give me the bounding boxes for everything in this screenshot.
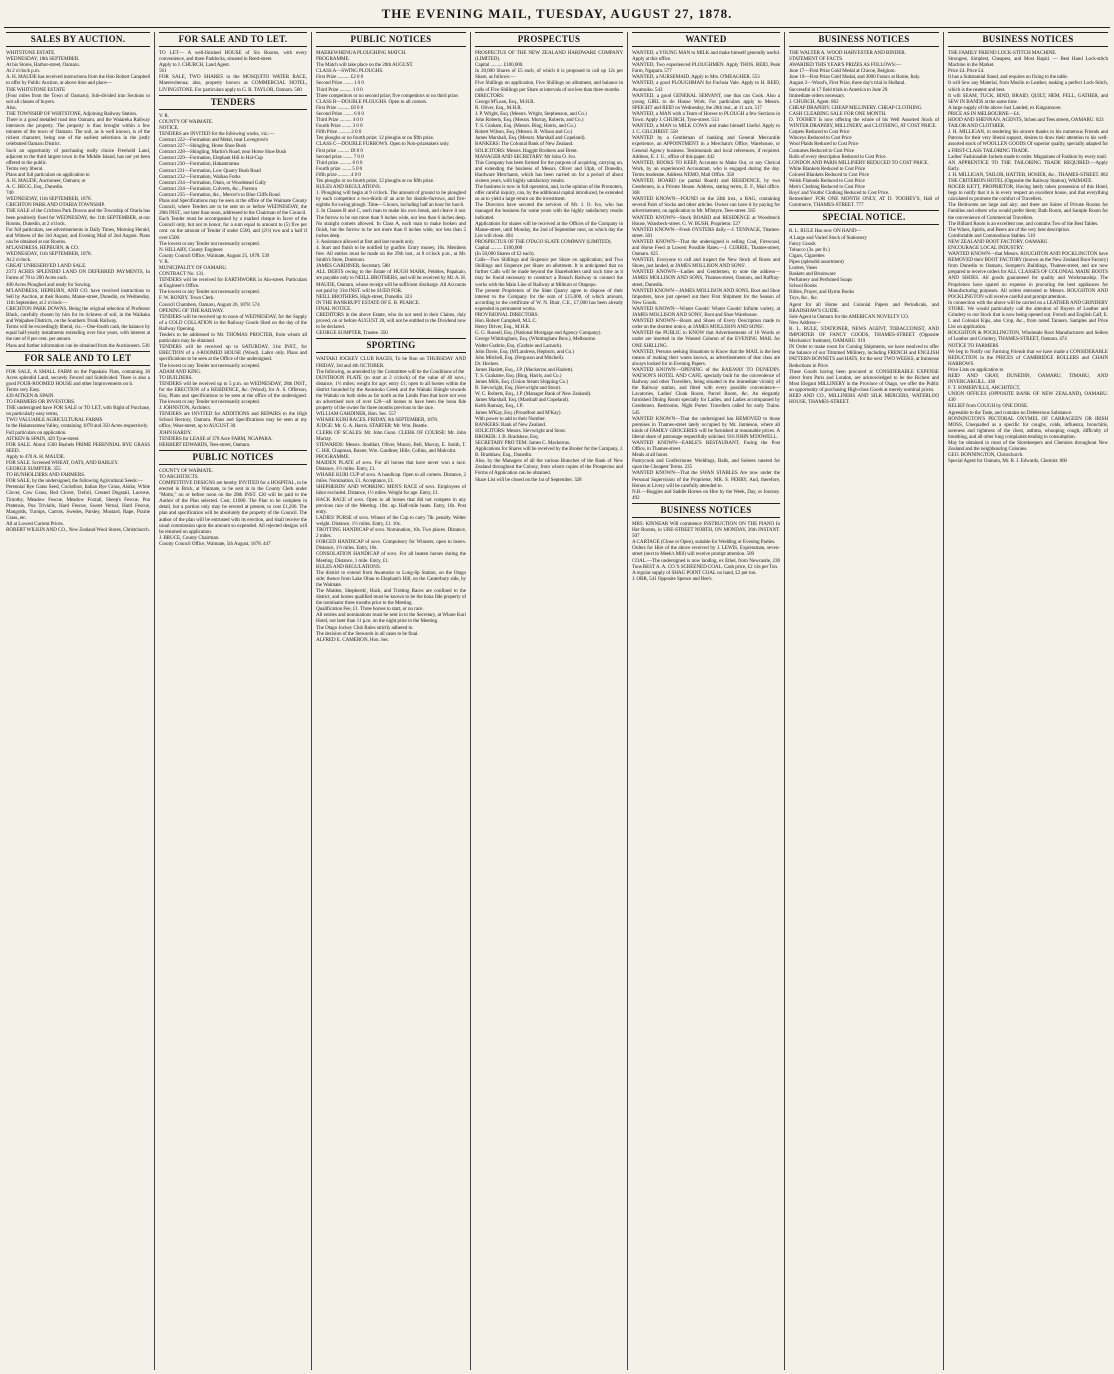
masthead: THE EVENING MAIL, TUESDAY, AUGUST 27, 1878. [381, 6, 733, 21]
column-1 [6, 32, 150, 1370]
masthead-rule [4, 27, 1110, 28]
column-7-heading: BUSINESS NOTICES [948, 32, 1108, 47]
column-6-heading-2: SPECIAL NOTICE. [789, 210, 939, 225]
column-1-heading: SALES BY AUCTION. [6, 32, 150, 47]
column-5-text: WANTED, a YOUNG MAN to MILK and make himself generally useful. Apply at this office. WANTED, Two experienced PLOUGHMEN. Apply THOS. REID, Peak Farm, Ngapara. 577 WANTED, a NURSEMAID. Apply to Mrs. O'MEAGHER. 553 WANTED, a good PLOUGHMAN for Fuchsia Vale. Apply to H. REID, Awamoko. 543 WANTED, a good GENERAL SERVANT, one that can Cook. Also a young GIRL to do House Work. For particulars apply to Messrs. SPEIGHT and REID on Wednesday, the 28th inst., at 11 a.m. 517 WANTED, a MAN with a Team of Horses to PLOUGH a few Sections in Town. Apply J. CHURCH, Tyne-street. 513 WANTED, a MAN to MILK COWS and make himself Useful. Apply to J. C. GILCHRIST. 558 WANTED by a Gentleman of banking and General Mercantile experience, an APPOINTMENT in a Merchant's Office, Warehouse, or General Agency business. Testimonials and local references, if required. Address, E. J. U., office of this paper. 442 WANTED, BOOKS TO KEEP, Accounts to Make Out, or any Clerical Work, by an experienced Accountant, who is engaged during the day. Terms moderate. Address NEMO, Mail Office. 358 WANTED, BOARD (or partial Board) and RESIDENCE, by two Gentlemen, in a Private House. Address, stating terms, E. F., Mail office. 368 WANTED KNOWN—FOUND on the 24th inst., a BAG, containing several Pairs of Socks and other articles. Owner can have it by paying for advertisement, on application to Mr. M'Intyre, Tees-street. 565 WANTED KNOWN—Stock BOARD and RESIDENCE at Woodstock House, Wansbeck-street. G. W. BUSH, Proprietor. 527 WANTED KNOWN—Fresh OYSTERS daily.—J. TENNAGE, Thames-street. 501 WANTED KNOWN—That the undersigned is selling Coal, Firewood, and Horse Feed at Lowest Possible Rates.—J. CURRIE, Thames-street, Oamaru. 625 WANTED, Everyone to call and inspect the New Stock of Boots and Shoes, just landed, at JAMES MOLLISON AND SONS'. WANTED KNOWN—Ladies and Gentlemen, to note the address—JAMES MOLLISON AND SONS, Thames-street, Oamaru, and Raffray-street, Dunedin. WANTED KNOWN—JAMES MOLLISON AND SONS, Boot and Shoe Importers, have just opened out their First Shipment for the Season of New Goods. WANTED KNOWN—Winter Goods! Winter Goods! Infinite variety, at JAMES MOLLISON AND SONS', Boot and Shoe Warehouse. WANTED KNOWN—Boots and Shoes of Every Description made to order on the shortest notice, at JAMES MOLLISON AND SONS'. WANTED the PUBLIC to KNOW that Advertisements of 16 Words or under are inserted in the Wanted Column of the EVENING MAIL for ONE SHILLING. WANTED, Persons seeking Situations to Know that the MAIL is the best means of making their wants known, as advertisements of that class are always looked for in Evening Papers. WANTED KNOWN—OPENING of the RAILWAY TO DUNEDIN. WATSON'S HOTEL AND CAFE, specially built for the convenience of Railway and other Travellers, being situated in the immediate vicinity of the Railway station, and fitted with every possible convenience—Lavatories, Ladies' Cloak Room, Parcel Room, &c. An elegantly furnished Dining Room specially for Ladies, and Ladies accompanied by Gentlemen. Bedrooms. Night Porter. Travellers called for early Trains. 545 WANTED KNOWN—That the undersigned has REMOVED to those premises in Thames-street lately occupied by Mr. Jamieson, where all kinds of FAMILY GROCERIES will be furnished at reasonable prices. A liberal share of patronage respectfully solicited. 916 JOHN M'DOWELL. WANTED KNOWN—EARLE'S RESTAURANT, Facing the Post Office, in Thames-street. Meals at all hours. Pastrycook and Confectioner. Weddings, Balls, and Soirees catered for upon the Cheapest Terms. 235 WANTED KNOWN—That the SWAN STABLES Are now under the Personal Supervision of the Proprietor, MR. S. PERRY, And, therefore, Horses at Livery will be carefully attended to. N.B.—Buggies and Saddle Horses on Hire by the Week, Day, or Journey. 492 [632, 50, 780, 501]
column-2-text: TO LET— A well-finished HOUSE of Six Rooms, with every convenience, and three Paddocks, situated in Reed-street. Apply to J. CHURCH, Land Agent. 561 FOR SALE, TWO SHARES in the MOSQUITO WATER RACE, Maerewhenua; also, property known as COMMERCIAL HOTEL, LIVINGSTONE. For particulars apply to G. R. TAYLOR, Oamaru. 560 [159, 50, 307, 93]
column-2-heading-3: PUBLIC NOTICES [159, 450, 307, 465]
column-6-heading: BUSINESS NOTICES [789, 32, 939, 47]
column-4-text: PROSPECTUS OF THE NEW ZEALAND HARDWARE COMPANY (LIMITED). Capital .......... £100,000. In 20,000 Shares of £5 each, of which it is proposed to call up 12s per Share, as follows:— Five Shillings on application, Five Shillings on allotment, and balance in calls of Five Shillings per Share at intervals of not less than three months. DIRECTORS: George M'Lean, Esq., M.H.R. R. Oliver, Esq., M.H.R. J. P. Wright, Esq. (Messrs. Wright, Stephenson, and Co.) John Roberts, Esq. (Messrs. Murray, Roberts, and Co.) T. S. Graham, Esq. (Messrs. Bing, Harris, and Co.) Robert Wilson, Esq. (Messrs. R. Wilson and Co.) James Marshall, Esq. (Messrs. Marshall and Copeland). BANKERS: The Colonial Bank of New Zealand. SOLICITORS: Messrs. Haggitt Brothers and Brent. MANAGER AND SECRETARY: Mr John O. Ivo. This Company has been formed for the purpose of acquiring, carrying on, and extending the business of Messrs. Oliver and Ulph, of Dunedin, Hardware Merchants, which has been carried on for a period of about sixteen years, with highly satisfactory results. The business is now in full operation, and, in the opinion of the Promoters, offer careful inquiry, can, by the additional capital introduced, be extended so as to yield a large return on the investment. The Directors have secured the services of Mr. J. O. Ivo, who has managed the business for some years with the highly satisfactory results indicated. Applications for shares will be received at the Offices of the Company in Manse-street, until Monday, the 2nd of September next, on which day the List will close. 494 PROSPECTUS OF THE OTAGO SLATE COMPANY (LIMITED). Capital .......... £100,000 (In 50,000 Shares of £2 each). Calls—Two Shillings and Sixpence per Share on application; and Two Shillings and Sixpence per Share on allotment. It is anticipated that no further Calls will be made beyond the Shareholders until such time as it may be found necessary to construct a Branch Railway to connect the works with the Main Line of Railway at Milburn or Otapopo. The present Proprietors of the Slate Quarry agree to dispose of their interest to the Company for the sum of £15,000, of which amount, according to the certificate of W. N. Blair, C.E., £7,000 has been already expended in permanent works. PROVISIONAL DIRECTORS: Hon. Robert Campbell, M.L.C. Henry Driver, Esq., M.H.R. G. G. Russell, Esq. (National Mortgage and Agency Company). George Whittingham, Esq. (Whittingham Bros.), Melbourne. Walter Guthrie, Esq. (Guthrie and Larnach). John Davie, Esq. (M'Landress, Hepburn, and Co.) John Mitchell, Esq. (Ferguson and Mitchell). Dr. Hocken. James Hazlett, Esq., J.P. (Mackerras and Hazlett). T. S. Grahame, Esq. (Bing, Harris, and Co.) James Mills, Esq. (Union Steam Shipping Co.) B. Sievwright, Esq. (Sievwright and Stout). W. C. Roberts, Esq., J.P. (Manager Bank of New Zealand). James Marshall, Esq. (Marshall and Copeland). Keith Ramsay, Esq., J.P. James M'Kay, Esq. (Proudfoot and M'Kay). With power to add to their Number. BANKERS: Bank of New Zealand. SOLICITORS: Messrs. Sievwright and Stout. BROKER: J. B. Bradshaw, Esq. SECRETARY PRO TEM: James C. Mackerras. Applications for Shares will be received by the Broker for the Company, J. B. Bradshaw, Esq., Dunedin. Also, by the Managers of all the various Branches of the Bank of New Zealand throughout the Colony, from whom copies of the Prospectus and Forms of Application can be obtained. Share List will be closed on the 1st of September. 328 [475, 50, 623, 483]
column-rule-2 [311, 32, 312, 1370]
column-rule-6 [943, 32, 944, 1370]
column-3-heading-2: SPORTING [316, 338, 466, 353]
column-rule-3 [470, 32, 471, 1370]
column-3 [316, 32, 466, 1370]
column-5-text-2: MRS. KINNEAR Will commence INSTRUCTION ON THE PIANO In Her Rooms, in URE-STREET NORTH, ON MONDAY, 26th INSTANT. 507 A CARTAGE (Close or Open), suitable for Wedding or Evening Parties. Orders for Hire of the above received by J. LEWIS, Expressman, seven-street (next to Meek's Mill) will receive prompt attention. 509 COAL.—The undersigned is now landing, ex Ethel, from Newcastle, 230 Tons BEST A. A. CO.'S SCREENED COAL. Cash price, £2 14s per Ton. A regular supply of SHAG POINT COAL on hand, £2 per ton. J. ORR, 541 Opposite Spence and Bee's. [632, 520, 780, 582]
column-6-text: THE WALTER A. WOOD HARVESTER AND BINDER. STATEMENT OF FACTS. AWARDED THIS YEAR'S PRIZES AS FOLLOWS:— June 17—First Prize Gold Medal at Chicoe, Belgium. June 19—First Prize Gold Medal, and 3000 Francs at Rome, Italy. August 2—Wood's, First Prize, three day's trial in Holland. Successful in 17 field trials in America to June 29. Immediate orders necessary. J. CHURCH, Agent. 862 CHEAP DRAPERY. CHEAP MILLINERY. CHEAP CLOTHING. CASH CLEARING SALE FOR ONE MONTH. D. TOOHEY Is now offering the whole of his Well Assorted Stock of WINTER DRAPERY, MILLINERY, and CLOTHING, AT COST PRICE. Carpets Reduced to Cost Price Winceys Reduced to Cost Price Wool Plaids Reduced to Cost Price Costumes Reduced to Cost Price Rolls of every description Reduced to Cost Price. LONDON AND PARIS MILLINERY REDUCED TO COST PRICE. White Blankets Reduced to Cost Price Colored Blankets Reduced to Cost Price Welsh Flannels Reduced to Cost Price Men's Clothing Reduced to Cost Price Boys' and Youths' Clothing Reduced to Cost Price. Remember! FOR ONE MONTH ONLY, AT D. TOOHEY'S, Hall of Commerce, THAMES-STREET. 777 [789, 50, 939, 209]
column-3-heading: PUBLIC NOTICES [316, 32, 466, 47]
column-1-heading-2: FOR SALE AND TO LET [6, 351, 150, 366]
column-2-text-3: COUNTY OF WAIMATE. TO ARCHITECTS. COMPETITIVE DESIGNS are hereby INVITED for a HOSPITAL, to be erected in Brick, at Waimate, to be sent in to the County Clerk under "Motto," on or before noon on the 28th INST. £20 will be paid to the Author of the Plan selected. Cost, £1000. The Plan to be complete in detail, but a portion only may be erected at present, to cost £1,200. The plan and specification will be absolutely the property of the Council. The author of the plan will be entrusted with its erection, and shall receive the usual commission upon the amount so expended. All rejected designs will be returned on application. J. BRUCE, County Chairman. County Council Office, Waimate, 5th August, 1878. 447 [159, 467, 307, 547]
column-6 [789, 32, 939, 1370]
column-1-text: WHITSTONE ESTATE. WEDNESDAY, 18th SEPTEMBER. At his Stores, Harbor-street, Oamaru. At 2 o'clock p.m. A. H. MAUDE has received instructions from the Hon Robert Campbell to offer by Public Auction, at above time and place— THE WHITSTONE ESTATE (Four miles from the Town of Oamaru), Sub-divided into Sections to suit all classes of buyers. Also, THE TOWNSHIP OF WHITSTONE, Adjoining Railway Station. There is a good metalled road into Oamaru, and the Waiareka Railway intersects the property. The property is thus brought within a few minutes of the town of Oamaru. The soil, as is well known, is of the richest character, being one of the earliest selections in the justly celebrated Oamaru District. Such an opportunity of purchasing really choice Freehold Land, adjacent to the third largest town in the Middle Island, has not yet been offered to the public. Terms very liberal. Plans and full particulars on application to A. H. MAUDE, Auctioneer, Oamaru; or A. C. BEGG, Esq., Dunedin. 740 WEDNESDAY, 11th SEPTEMBER, 1878. CRICHTON PARK AND OTARIA TOWNSHIP. THE SALE of the Crichton Park Downs and the Township of Otaria has been positively fixed for WEDNESDAY, the 11th SEPTEMBER, at our Rooms, Dunedin, at 2 o'clock. For full particulars, see advertisements in Daily Times, Morning Herald, and Witness of the 3rd August, and Evening Mail of 2nd August. Plans can be obtained at our Rooms. M'LANDRESS, HEPBURN, & CO. WEDNESDAY, 11th SEPTEMBER, 1878. At 2 o'clock. GREAT UNRESERVED LAND SALE. 2373 ACRES SPLENDID LAND ON DEFERRED PAYMENTS, In Farms of 70 to 200 Acres each. 400 Acres Ploughed and ready for Sowing. M'LANDRESS, HEPBURN, AND CO. have received instructions to Sell by Auction, at their Rooms, Manse-street, Dunedin, on Wednesday, 11th September, at 2 o'clock— CRICHTON PARK DOWNS, Being the original selection of Professor Black, carefully chosen by him for its richness of soil, in the Waikaka and Waipahee Districts, on the Southern Trunk Railway. Terms will be exceedingly liberal, viz.—One-fourth cash, the balance by equal half-yearly instalments extending over four years, with interest at the rate of 8 per cent. per annum. Plans and further information can be obtained from the Auctioneers. 530 [6, 50, 150, 349]
column-2-text-2: V. R. COUNTY OF WAIMATE. NOTICE. TENDERS are INVITED for the following works, viz.:— Contract 222—Formation and Metal, near Lovegrove's Contract 227—Shingling, Horse Shoe Bush Contract 228—Shingling, Martin's Road, near Horse Shoe Bush Contract 229—Formation, Elephant Hill to Hal-Cup Contract 230—Formation, Hakateramea Contract 231—Formation, Low Quarry Bush Road Contract 232—Formation, Waihao Forks Contract 234—Formation, Otaio, or Woodstead Gully Contract 234—Formation, Culverts, &c., Pareora Contract 235—Formation, &c., Mercer's to Blue Cliffs Road. Plans and Specifications may be seen at the office of the Waimate County Council, where Tenders are to be sent on or before WEDNESDAY, the 28th INST., not later than noon, addressed to the Chairman of the Council. Each Tender must be accompanied by a marked cheque in favor of the Council only, but not to honor, for a sum equal to amount to (5) five per cent. on the amount of Tender if under £500, and (2½) two and a half if over £500. The lowest or any Tender not necessarily accepted. N. HILLARY, County Engineer. County Council Office, Waimate, August 25, 1878. 539 V. R. MUNICIPALITY OF OAMARU. CONTRACT No. 131. TENDERS will be received for EARTHWORK in Aln-street. Particulars at Engineer's Office. The lowest or any Tender not necessarily accepted. F. W. ROXBY, Town Clerk. Council Chambers, Oamaru, August 26, 1878. 574 OPENING OF THE RAILWAY. TENDERS will be received up to noon of WEDNESDAY, for the Supply of a COLD COLLATION in the Railway Goods Shed on the day of the Railway Opening. Tenders to be addressed to Mr. THOMAS PROCTER, from whom all particulars may be obtained. TENDERS will be received up to SATURDAY, 31st INST., for ERECTION of a 4-ROOMED HOUSE (Wood). Labor only. Plans and specifications to be seen at the Office of the undersigned. The lowest or any Tender not necessarily accepted. ADAM AND KING. TO BUILDERS. TENDERS will be received up to 5 p.m. on WEDNESDAY, 28th INST., for the ERECTION of a RESIDENCE, &c. (Wood), for A. S. Offerson, Esq. Plans and specifications to be seen at the office of the undersigned. The lowest or any Tender not necessarily accepted. J. JOHNSTON, Architect. TENDERS are INVITED for ADDITIONS and REPAIRS to the High School Rectory, Oamaru. Plans and Specifications may be seen at my office, Wear-street, up to AUGUST 30. JOHN HARDY. TENDERS for LEASE of 378 Acre FARM, NGAPARA. HERBERT EDWARDS, Tees-street, Oamaru. [159, 112, 307, 448]
column-3-text-2: WAITAKI JOCKEY CLUB RACES, To be Run on THURSDAY AND FRIDAY, 3rd and 4th OCTOBER. The following, as amended by the Committee will be the Conditions of the DUNTROON PLATE (to start at 2 o'clock) of the value of 40 sovs.; distance, 1½ miles; weight for age; entry £1; open to all horses within the district bounded by the Awamoko Creek and the Waitaki Shingle towards the Waitaki on both sides as far north as the Lindis Pass that have not won an advertised race of over £20—all horses to have been the bona fide property of the owner for three months previous to the race. WILLIAM GARDINER, Hon. Sec. 557 WHARE KURI RACES. FRIDAY, 6th SEPTEMBER, 1878. JUDGE: Mr. G. A. Harris. STARTER: Mr. Wm. Beattie. CLERK OF SCALES: Mr. John Gunn. CLERK OF COURSE: Mr. John Murray. STEWARDS: Messrs. Stoddart, Oliver, Munro, Bell, Murray, E. Smith, T. C. Hill, Chapman, Baxter, Wm. Gardiner, Hille, Collins, and Malcolm. PROGRAMME. MAIDEN PLATE of sovs. For all horses that have never won a race. Distance, 1½ miles. Entry, £1. WHARE KURI CUP of sovs. A handicap. Open to all comers. Distance, 2 miles. Nomination, £1. Acceptance, £1. SHEPHERDS' AND WORKING MEN'S RACE of sovs. Employees of labor excluded. Distance, 1½ miles. Weight for age. Entry, £1. HACK RACE of sovs. Open to all horses that did not compete in any previous race of the Meeting. 10st. up. Half-mile heats. Entry, 10s. Post entry. LADIES' PURSE of sovs. Winner of the Cup to carry 7lb. penalty. Welter weight. Distance, 1½ miles. Entry, £1. 10s. TROTTING HANDICAP of sovs. Nomination, 10s. Two places. Distance, 2 miles. FORCED HANDICAP of sovs. Compulsory for Winners; open to losers. Distance, 1½ miles. Entry, 10s. CONSOLATION HANDICAP of sovs. For all beaten horses during the Meeting. Distance, 1 mile. Entry, £1. RULES AND REGULATIONS. The district to extend from Awamoko to Long-lip Station, on the Otago side; thence from Lake Ohau to Elephant's Hill, on the Canterbury side, by the Waimate. The Maiden, Shepherds', Hack, and Trotting Races are confined to the district, and horses qualified must be known to be the bona fide property of the nominator three months prior to the Meeting. Qualification Fee, £1. Three horses to start, or no race. All entries and nominations must be sent in to the Secretary, at Whare Kuri Hotel, not later than 11 p.m. on the night prior to the Meeting. The Otago Jockey Club Rules strictly adhered to. The decision of the Stewards in all cases to be final. ALFRED E. CAMERON, Hon. Sec. [316, 356, 466, 643]
column-4 [475, 32, 623, 1370]
column-6-text-2: R. L. RULE Has now ON HAND— A Large and Varied Stock of Stationery Fancy Goods Tobacco (3s. per lb.) Cigars, Cigarettes Pipes (splendid assortment) Lustres, Vases Baskets and Brushware Perfumery and Perfumed Soaps School Books Bibles, Prayer, and Hymn Books Toys, &c., &c. Agent for all Home and Colonial Papers and Periodicals, and BRADSHAW'S GUIDE. Sole Agent in Oamaru for the AMERICAN NOVELTY CO. New Address— R. L. RULE, STATIONER, NEWS AGENT, TOBACCONIST, AND IMPORTER OF FANCY GOODS, THAMES-STREET (Opposite Mechanics' Institute), OAMARU. 919 IN Order to make room for Coming Shipments, we have resolved to offer the balance of our Trimmed Millinery, including FRENCH and ENGLISH PATTERN BONNETS and HATS, for the next TWO WEEKS, at Immense Reductions in Price. These Goods having been procured at CONSIDERABLE EXPENSE direct from Paris and London, are acknowledged to be the Richest and Most Elegant MILLINERY in the Province of Otago, we offer the Public an opportunity of purchasing High-class Goods at merely nominal prices. REID AND CO., MILLINERS AND SILK MERCERS, WATERLOO HOUSE, THAMES-STREET. [789, 228, 939, 406]
column-7-text: THE FAMILY FRIEND LOCK-STITCH MACHINE. Strongest, Simplest, Cheapest, and Most Rapid. — Best Hand Lock-stitch Machine in the Market. Price £4. Price £4. It has a Substantial Stand, and requires no fixing to the table. It will Sew any Material, from Muslin to Leather, making a perfect Lock-Stitch, which is the neatest and best. It will SEAM, TUCK, BIND, BRAID, QUILT, HEM, FELL, GATHER, and SEW IN BANDS at the same time. A large supply of the above Just Landed, ex Kingsmoore. PRICE AS IN MELBOURNE—£4. HOOD AND SHENNAN, AGENTS, Itchen and Tees streets, OAMARU. 823 TAILOR AND CLOTHIER. J. H. MILLIGAN, in tendering his sincere thanks to his numerous Friends and Patrons for their very liberal support, desires to draw their attention to his well-assorted stock of WOOLLEN GOODS Of superior quality, specially adapted for a FIRST-CLASS TAILORING TRADE. Ladies' Fashionable Jackets made to order. Magazines of Fashion by every mail. AN APPRENTICE TO THE TAILORING TRADE REQUIRED.—Apply Early. J. H. MILLIGAN, TAILOR, HATTER, HOSIER, &c., THAMES-STREET. 882 THE CRITERION HOTEL (Opposite the Railway Station), WAIMATE. ROGER KETT, PROPRIETOR, Having lately taken possession of this Hotel, begs to notify that it is in every respect an excellent house, and that everything calculated to promote the comfort of Travellers. The Bedrooms are large and airy; and there are Suites of Private Rooms for Families and others who would prefer them; Bath Room, and Sample Room for the convenience of Commercial Travellers. The Billiard Room is an excellent one, and contains Two of the Best Tables. The Wines, Spirits, and Beers are of the very best description. Comfortable and Commodious Stables. 510 NEW ZEALAND BOOT FACTORY, OAMARU. ENCOURAGE LOCAL INDUSTRY. WANTED KNOWN—that Messrs. ROUGHTON AND POCKLINGTON have REMOVED their BOOT FACTORY (known as the New Zealand Boot Factory) from Dunedin to Oamaru, Sumpter's Buildings, Thames-street, and are now prepared to receive orders for ALL CLASSES OF COLONIAL MADE BOOTS AND SHOES. All goods guaranteed for quality and Workmanship. The Proprietors have spared no expense in procuring the best appliances for Manufacturing purposes. All orders entrusted to Messrs. ROUGHTON AND POCKLINGTON will receive careful and prompt attention. In connection with the above will be carried on a LEATHER AND GRINDERY STORE. We would particularly call the attention of Buyers of Leather and Grindery to our Stock that is now being opened out. French and English Calf, E. I. and Colonial Kips, also Crop, &c., from noted Tanners. Samples and Price List on application. ROUGHTON & POCKLINGTON, Wholesale Boot Manufacturers and Sellers of Leather and Grindery, THAMES-STREET, Oamaru. 474 NOTICE TO FARMERS We beg to Notify our Farming Friends that we have made a CONSIDERABLE REDUCTION in the PRICES of CAMBRIDGE ROLLERS and CHAIN HARROWS. Price Lists on application to REID AND GRAY, DUNEDIN, OAMARU, TIMARU, AND INVERCARGILL. 438 F. T. SOMERVILLE, ARCHITECT, UNION OFFICES (OPPOSITE BANK OF NEW ZEALAND), OAMARU. 430 RELIEF from COUGH by ONE DOSE. Agreeable to the Taste, and contains no Deleterious Substance. BONNINGTON'S PECTORAL OXYMEL OF CARRAGEEN OR IRISH MOSS, Unequalled as a specific for coughs, colds, influenza, bronchitis, soreness and tightness of the chest, asthma, whooping cough, difficulty of breathing, and all other lung complaints tending to consumption. May be obtained in most of the Storekeepers and Chemists throughout New Zealand and the neighbouring Colonies. GEO. BONNINGTON, Christchurch. Special Agent for Oamaru, Mr. R. J. Edwards, Chemist. 860 [948, 50, 1108, 465]
column-2-heading: FOR SALE AND TO LET. [159, 32, 307, 47]
column-2 [159, 32, 307, 1370]
column-1-text-2: FOR SALE, A SMALL FARM on the Papakaio Flats, containing 30 Acres splendid Land, securely Fenced and Subdivided. There is also a good FOUR-ROOMED HOUSE and other Improvements on it. Terms very Easy. 439 AITKEN & SPAIN. TO FARMERS OR INVESTORS. THE undersigned have FOR SALE or TO LET, with Right of Purchase, on particularly easy terms, TWO VALUABLE AGRICULTURAL FARMS In the Hakateramea Valley, containing 1878 and 350 Acres respectively. Full particulars on application. AITKEN & SPAIN, 429 Tyne-street. FOR SALE. About 1500 Bushels PRIME PERENNIAL RYE GRASS SEED. Apply to 470 A. H. MAUDE. FOR SALE. Screened WHEAT, OATS, AND BARLEY. GEORGE SUMPTER. 355 TO RUNHOLDERS AND FARMERS. FOR SALE, by the undersigned, the following Agricultural Seeds:— Perennial Rye Grass Seed, Cocksfoot, Italian Rye Grass, Alsike, White Clover, Cow Grass, Red Clover, Trefoil, Crested Dogstail, Lucerne, Timothy, Meadow Fescue, Meadow Foxtail, Sheep's Fescue, Poa Pratensis, Poa Trivialis, Hard Fescue, Sweet Vernal, Hard Fescue, Mangolds, Turnips, Carrots, Swedes, Parsley, Mustard, Rape, Prairie Grass, etc. All at Lowest Current Prices. ROBERT WILKIN AND CO., New Zealand Wool Stores, Christchurch. [6, 368, 150, 534]
column-2-heading-2: TENDERS [159, 95, 307, 110]
column-rule-5 [784, 32, 785, 1370]
column-5-heading: WANTED [632, 32, 780, 47]
column-7 [948, 32, 1108, 1370]
column-3-text: MAEREWHENUA PLOUGHING MATCH. PROGRAMME. The Match will take place on the 20th AUGUST. CLASS A—SWING PLOUGHS. First Prize .......... £2 0 0 Second Prize ........ 1 0 0 Third Prize .......... 1 0 0 Three competitors or no second prize; five competitors or no third prize. CLASS B—DOUBLE PLOUGHS. Open to all comers. First Prize .......... £8 0 0 Second Prize ........ 6 0 0 Third Prize .......... 4 0 0 Fourth Prize ........ 3 0 0 Fifth Prize .......... 2 0 0 Ten ploughs or no fourth prize; 12 ploughs or no fifth prize. CLASS C—DOUBLE FURROWS. Open to Non-prizetakers only. First prize .......... £8 0 0 Second prize ........ 7 0 0 Third prize .......... 6 0 0 Fourth prize ........ 5 0 0 Fifth prize .......... 4 0 0 Ten ploughs or no fourth prize; 12 ploughs or no fifth prize. RULES AND REGULATIONS. 1. Ploughing will begin at 9 o'clock. The amount of ground to be ploughed by each competitor a two-thirds of an acre for double-furrows, and five-eighths for swing plough. Time—5 hours, including half an hour for lunch. 2. In Classes B and C, each man to make his own break, and cleave it out. The furrow to be not more than 9 inches wide, nor less than 6 inches deep. No straight comers allowed. In Class A, each man to make broken and finish, but the furrow to be not more than 8 inches wide, nor less than 5 inches deep. 3. Assistance allowed at first and last rounds only. 4. Start and finish to be notified by gunfire. Entry money, 10s. Members free. All entries must be made on the 29th inst., at 8 o'clock p.m., at Mr. Smith's Store, Duntroon. JAMES GARDINER, Secretary. 588 ALL DEBTS owing to the Estate of HUGH MARK, Pebbles, Papakaio, are payable only to NEILL BROTHERS, and will be received by Mr. A. H. MAUDE, Oamaru, whose receipt will be sufficient discharge. All Accounts not paid by 31st INST. will be SUED FOR. NEILL BROTHERS, High-street, Dunedin. 323 IN THE BANKRUPT ESTATE OF E. B. PEARCE. FINAL NOTICE. CREDITORS in the above Estate, who do not send in their Claims, duly proved, on or before AUGUST 28, will not be entitled to the Dividend now to be declared. GEORGE SUMPTER, Trustee. 350 [316, 50, 466, 337]
column-5-heading-2: BUSINESS NOTICES [632, 503, 780, 518]
column-4-heading: PROSPECTUS [475, 32, 623, 47]
column-rule-4 [627, 32, 628, 1370]
column-rule-1 [154, 32, 155, 1370]
column-5 [632, 32, 780, 1370]
